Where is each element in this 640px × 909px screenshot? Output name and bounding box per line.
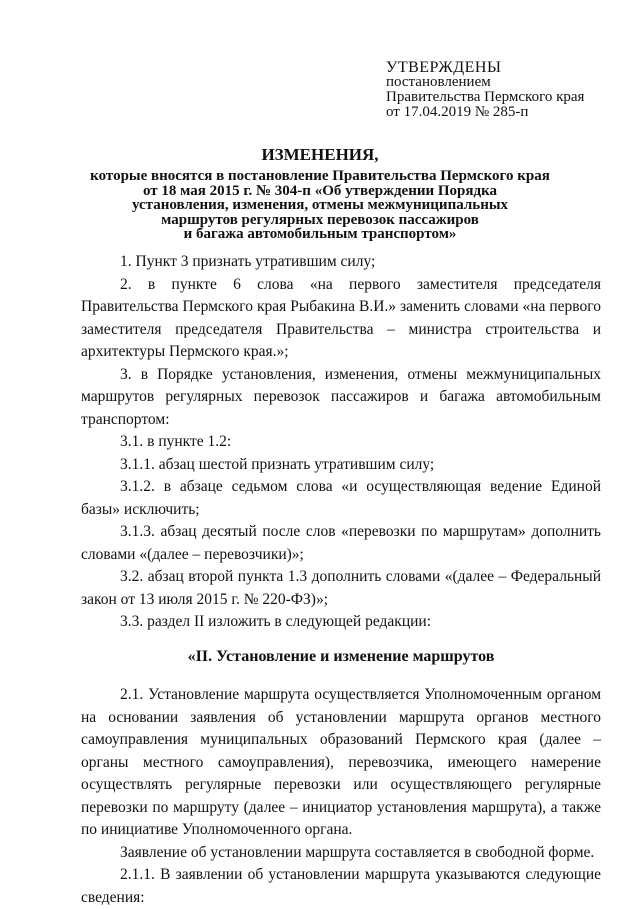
approval-line: постановлением xyxy=(386,74,491,90)
document-title: ИЗМЕНЕНИЯ, xyxy=(261,145,379,164)
approval-title: УТВЕРЖДЕНЫ xyxy=(386,59,502,76)
approval-stamp xyxy=(386,60,584,120)
paragraph: 2.1.1. В заявлении об установлении маршрута указываются следующие сведения: xyxy=(81,866,601,906)
paragraph: Заявление об установлении маршрута составляется в свободной форме. xyxy=(120,843,595,861)
paragraph: 3. в Порядке установления, изменения, отмены межмуниципальных маршрутов регулярных перевозок пассажиров и багажа автомобильным транспортом: xyxy=(81,365,601,428)
document-heading xyxy=(60,145,580,242)
document-body xyxy=(81,251,601,909)
heading-line: установления, изменения, отмены межмуниципальных xyxy=(131,197,509,213)
heading-line: и багажа автомобильным транспортом» xyxy=(183,226,457,242)
paragraph: 3.1. в пункте 1.2: xyxy=(120,433,232,450)
approval-line: Правительства Пермского края xyxy=(386,89,585,105)
paragraph: 1. Пункт 3 признать утратившим силу; xyxy=(120,253,376,270)
paragraph: 3.1.1. абзац шестой признать утратившим силу; xyxy=(120,455,435,473)
approval-line: от 17.04.2019 № 285-п xyxy=(386,104,529,120)
paragraph: 2.1. Установление маршрута осуществляется Уполномоченным органом на основании заявления об установлении маршрута органов местного самоуправления муниципальных образований Пермского края (далее – органы местного самоуправления), перевозчика, имеющего намерение осуществлять регулярные перевозки или осуществляющего регулярные перевозки по маршруту (далее – инициатор установления маршрута), а также по инициативе Уполномоченного органа. xyxy=(81,686,601,838)
paragraph: 3.1.3. абзац десятый после слов «перевозки по маршрутам» дополнить словами «(далее – перевозчики)»; xyxy=(81,523,601,563)
paragraph: 3.1.2. в абзаце седьмом слова «и осуществляющая ведение Единой базы» исключить; xyxy=(81,478,601,518)
paragraph: 2. в пункте 6 слова «на первого заместителя председателя Правительства Пермского края Рыбакина В.И.» заменить словами «на первого заместителя председателя Правительства – министра строительства и архитектуры Пермского края.»; xyxy=(81,275,601,360)
paragraph: 3.2. абзац второй пункта 1.3 дополнить словами «(далее – Федеральный закон от 13 июля 2015 г. № 220-ФЗ)»; xyxy=(81,568,601,608)
heading-line: которые вносятся в постановление Правительства Пермского края xyxy=(90,168,550,184)
heading-line: от 18 мая 2015 г. № 304-п «Об утверждении Порядка xyxy=(142,182,498,199)
section-title: «II. Установление и изменение маршрутов xyxy=(187,647,495,665)
heading-line: маршрутов регулярных перевозок пассажиров xyxy=(161,211,479,228)
paragraph: 3.3. раздел II изложить в следующей редакции: xyxy=(120,613,432,630)
